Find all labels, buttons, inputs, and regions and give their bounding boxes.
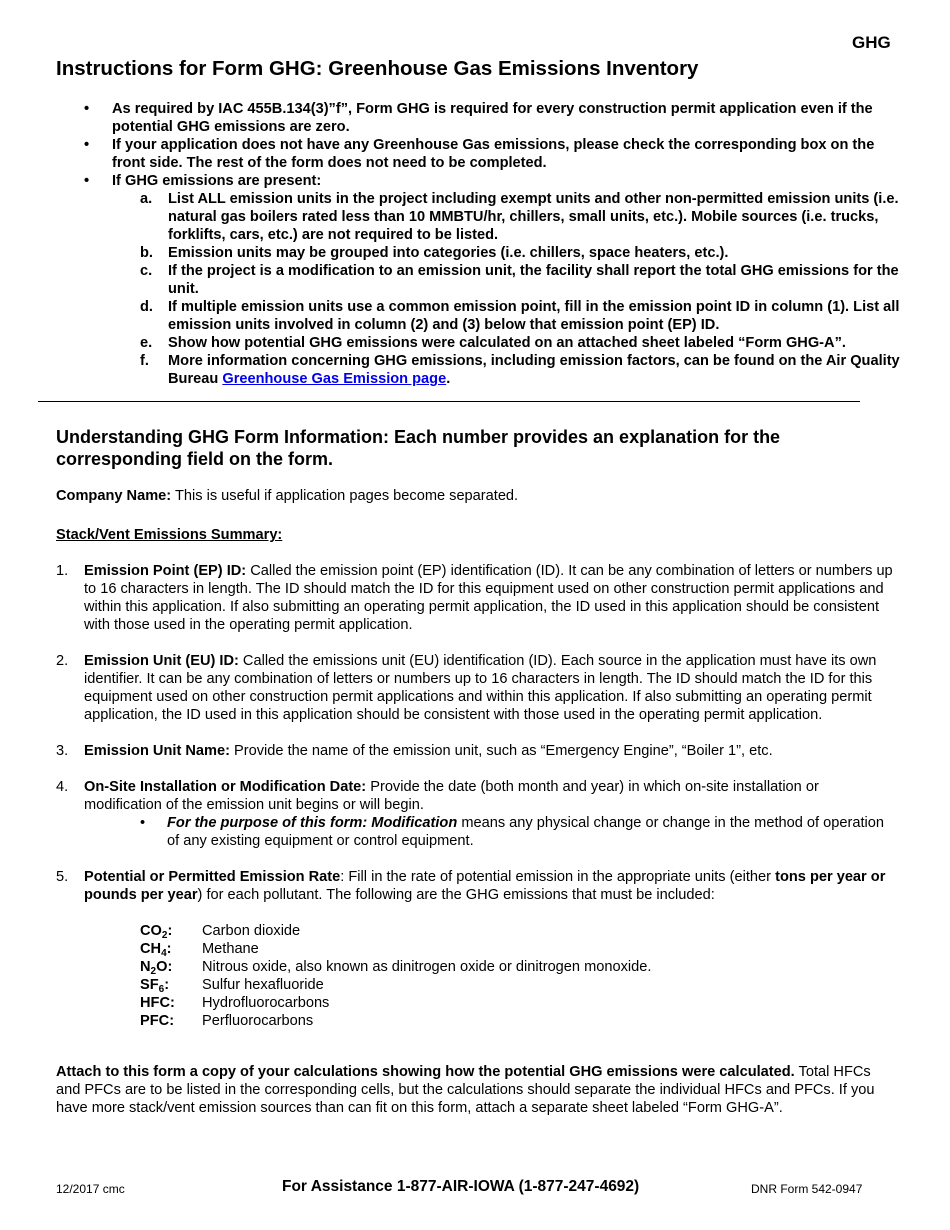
gas-name: Sulfur hexafluoride bbox=[202, 977, 324, 993]
modification-definition bbox=[84, 814, 896, 850]
gas-name: Hydrofluorocarbons bbox=[202, 995, 330, 1011]
subitem-text: Emission units may be grouped into categories (i.e. chillers, space heaters, etc.). bbox=[168, 245, 729, 261]
field-text: Called the emission point (EP) identification (ID). It can be any combination of letters or numbers up to 16 characters in length. The ID should match the ID for this equipment used on other construction permit applications and within this application. If also submitting an operating permit application, the ID used in this application should be consistent with those used in the operating permit application. bbox=[84, 563, 893, 633]
field-units: tons per year or pounds per year bbox=[84, 869, 886, 903]
instructions-list bbox=[84, 100, 904, 388]
subitem-letter: c. bbox=[140, 263, 153, 279]
gas-name: Nitrous oxide, also known as dinitrogen oxide or dinitrogen monoxide. bbox=[202, 959, 652, 975]
bullet-dot: • bbox=[140, 815, 146, 831]
field-text: : Fill in the rate of potential emission in the appropriate units (either bbox=[340, 869, 772, 885]
field-number: 2. bbox=[56, 653, 69, 669]
instruction-text: As required by IAC 455B.134(3)”f”, Form GHG is required for every construction permit application even if the potential GHG emissions are zero. bbox=[112, 101, 873, 135]
subitem-letter: b. bbox=[140, 245, 153, 261]
field-explanation bbox=[56, 562, 896, 634]
instruction-sublist bbox=[112, 190, 904, 388]
instruction-subitem bbox=[112, 352, 904, 388]
field-label: Emission Point (EP) ID: bbox=[84, 563, 247, 579]
instruction-bullet-required bbox=[84, 100, 904, 136]
form-code-label: GHG bbox=[852, 33, 891, 52]
subitem-suffix: . bbox=[446, 371, 451, 387]
gas-symbol: $N_2O$: bbox=[140, 959, 173, 977]
subitem-letter: f. bbox=[140, 353, 149, 369]
gas-row bbox=[140, 940, 651, 958]
instruction-subitem bbox=[112, 334, 904, 352]
company-name-note bbox=[56, 487, 518, 505]
gas-symbol: PFC: bbox=[140, 1013, 175, 1029]
field-number: 5. bbox=[56, 869, 69, 885]
company-name-text: This is useful if application pages become separated. bbox=[174, 488, 519, 504]
field-text: Provide the name of the emission unit, such as “Emergency Engine”, “Boiler 1”, etc. bbox=[234, 743, 773, 759]
gas-row bbox=[140, 994, 651, 1012]
field-explanation bbox=[56, 868, 896, 1030]
instruction-subitem bbox=[112, 262, 904, 298]
gas-symbol: $CO_2$: bbox=[140, 923, 173, 941]
subitem-letter: d. bbox=[140, 299, 153, 315]
attach-bold-text: Attach to this form a copy of your calculations showing how the potential GHG emissions were calculated. bbox=[56, 1064, 795, 1080]
footer-revision: 12/2017 cmc bbox=[56, 1182, 125, 1196]
field-text: Provide the date (both month and year) in which on-site installation or modification of the emission unit begins or will begin. bbox=[84, 779, 819, 813]
gas-name: Carbon dioxide bbox=[202, 923, 301, 939]
instruction-bullet-emissions-present bbox=[84, 172, 904, 388]
subitem-text: More information concerning GHG emissions, including emission factors, can be found on the Air Quality Bureau bbox=[168, 353, 900, 387]
field-text: ) for each pollutant. The following are the GHG emissions that must be included: bbox=[197, 887, 715, 903]
gas-row bbox=[140, 922, 651, 940]
attach-calculations-note bbox=[56, 1063, 888, 1117]
instruction-subitem bbox=[112, 244, 904, 262]
field-explanation bbox=[56, 778, 896, 850]
gas-row bbox=[140, 958, 651, 976]
modification-note bbox=[84, 814, 896, 850]
field-number: 3. bbox=[56, 743, 69, 759]
field-label: On-Site Installation or Modification Date: bbox=[84, 779, 367, 795]
modification-text: means any physical change or change in the method of operation of any existing equipment or control equipment. bbox=[167, 815, 884, 849]
subitem-text: If the project is a modification to an emission unit, the facility shall report the total GHG emissions for the unit. bbox=[168, 263, 899, 297]
ghg-gas-list bbox=[140, 922, 651, 1030]
footer-form-number: DNR Form 542-0947 bbox=[751, 1182, 863, 1196]
footer-assistance-phone: For Assistance 1-877-AIR-IOWA (1-877-247-4692) bbox=[282, 1178, 640, 1195]
instruction-subitem bbox=[112, 190, 904, 244]
field-label: Potential or Permitted Emission Rate bbox=[84, 869, 341, 885]
subitem-text: Show how potential GHG emissions were calculated on an attached sheet labeled “Form GHG-A”. bbox=[168, 335, 846, 351]
modification-label: For the purpose of this form: Modification bbox=[167, 815, 458, 831]
instruction-bullet-no-emissions bbox=[84, 136, 904, 172]
company-name-label: Company Name: bbox=[56, 488, 172, 504]
field-explanation bbox=[56, 742, 896, 760]
field-explanation bbox=[56, 652, 896, 724]
section-divider bbox=[38, 401, 860, 402]
gas-name: Perfluorocarbons bbox=[202, 1013, 314, 1029]
section-heading: Understanding GHG Form Information: Each number provides an explanation for the corresponding field on the form. bbox=[56, 427, 781, 469]
gas-symbol: $SF_6$: bbox=[140, 977, 170, 995]
gas-symbol: HFC: bbox=[140, 995, 175, 1011]
attach-text: Total HFCs and PFCs are to be listed in the corresponding cells, but the calculations should separate the individual HFCs and PFCs. If you have more stack/vent emission sources than can fit on this form, attach a separate sheet labeled “Form GHG-A”. bbox=[56, 1064, 875, 1116]
instruction-text: If your application does not have any Greenhouse Gas emissions, please check the corresponding box on the front side. The rest of the form does not need to be completed. bbox=[112, 137, 875, 171]
subitem-text: List ALL emission units in the project including exempt units and other non-permitted emission units (i.e. natural gas boilers rated less than 10 MMBTU/hr, chillers, small units, etc.). Mobile sources (i.e. trucks, forklifts, cars, etc.) are not required to be listed. bbox=[168, 191, 899, 243]
gas-symbol: $CH_4$: bbox=[140, 941, 172, 959]
instruction-text: If GHG emissions are present: bbox=[112, 173, 322, 189]
field-number: 4. bbox=[56, 779, 69, 795]
field-text: Called the emissions unit (EU) identification (ID). Each source in the application must have its own identifier. It can be any combination of letters or numbers up to 16 characters in length. The ID should match the ID for this equipment used on other construction permit applications and within this application. If also submitting an operating permit application, the ID used in this application should be consistent with those used in the operating permit application. bbox=[84, 653, 877, 723]
field-explanations bbox=[56, 562, 896, 1030]
field-number: 1. bbox=[56, 563, 69, 579]
subitem-letter: e. bbox=[140, 335, 153, 351]
page-title: Instructions for Form GHG: Greenhouse Gas Emissions Inventory bbox=[56, 57, 699, 80]
summary-heading: Stack/Vent Emissions Summary: bbox=[56, 527, 283, 543]
gas-row bbox=[140, 1012, 651, 1030]
gas-row bbox=[140, 976, 651, 994]
instruction-subitem bbox=[112, 298, 904, 334]
ghg-emission-page-link[interactable]: Greenhouse Gas Emission page bbox=[222, 371, 447, 387]
gas-name: Methane bbox=[202, 941, 259, 957]
field-label: Emission Unit (EU) ID: bbox=[84, 653, 239, 669]
subitem-text: If multiple emission units use a common emission point, fill in the emission point ID in column (1). List all emission units involved in column (2) and (3) below that emission point (EP) ID. bbox=[168, 299, 900, 333]
field-label: Emission Unit Name: bbox=[84, 743, 230, 759]
subitem-letter: a. bbox=[140, 191, 153, 207]
